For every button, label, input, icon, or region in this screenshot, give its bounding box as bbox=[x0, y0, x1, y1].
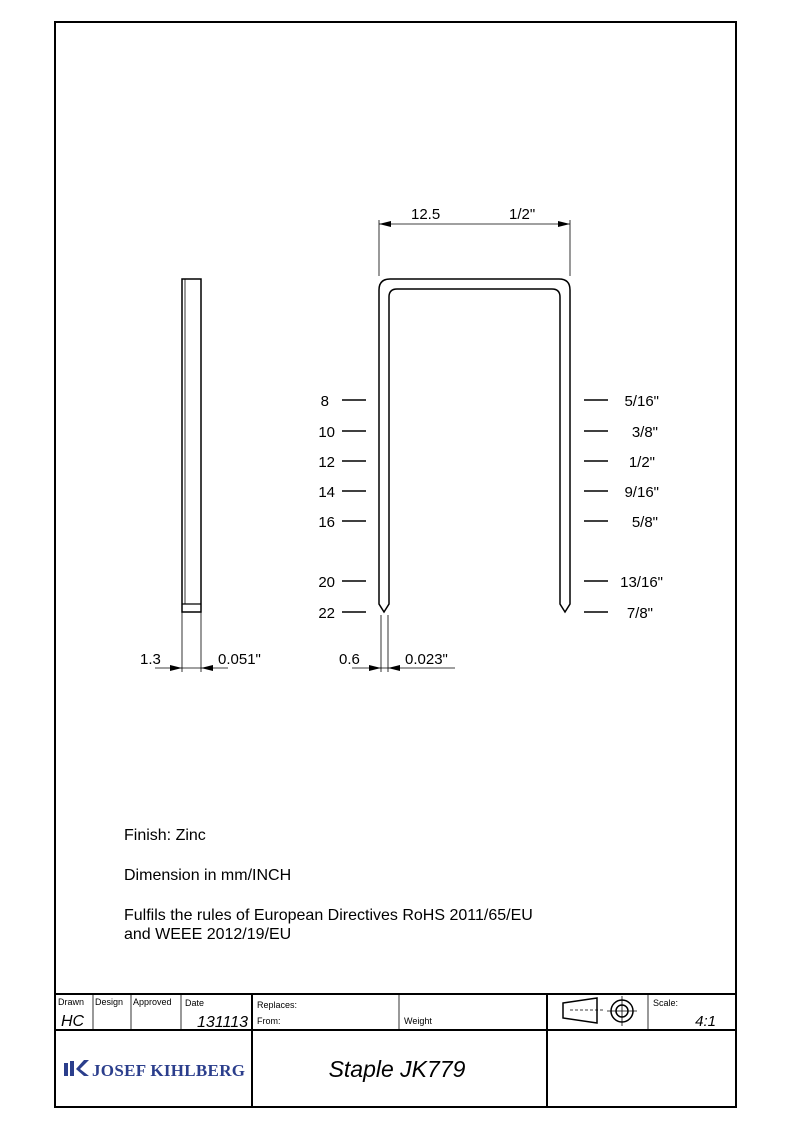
length-mm-16: 16 bbox=[318, 514, 335, 531]
finish-note: Finish: Zinc bbox=[124, 827, 206, 844]
company-logo bbox=[64, 1060, 245, 1080]
design-label: Design bbox=[95, 997, 124, 1007]
kihlberg-logo-icon bbox=[64, 1060, 89, 1076]
projection-symbol-icon bbox=[563, 996, 637, 1026]
length-mm-12: 12 bbox=[318, 454, 335, 471]
approved-label: Approved bbox=[133, 997, 172, 1007]
wire-width-in-label: 0.023" bbox=[405, 651, 448, 668]
length-in-1-2: 1/2" bbox=[628, 454, 655, 471]
length-mm-10: 10 bbox=[318, 424, 335, 441]
weight-label: Weight bbox=[404, 1016, 432, 1026]
date-value: 131113 bbox=[196, 1014, 248, 1031]
date-label: Date bbox=[185, 998, 205, 1008]
from-label: From: bbox=[257, 1016, 281, 1026]
length-mm-20: 20 bbox=[318, 574, 335, 591]
replaces-label: Replaces: bbox=[257, 1000, 298, 1010]
length-in-7-8: 7/8" bbox=[626, 605, 653, 622]
side-view bbox=[140, 279, 261, 672]
dimension-note: Dimension in mm/INCH bbox=[124, 867, 292, 884]
width-mm-label: 12.5 bbox=[411, 206, 441, 223]
length-in-5-16: 5/16" bbox=[624, 393, 659, 410]
drawn-value: HC bbox=[61, 1013, 85, 1030]
scale-value: 4:1 bbox=[695, 1013, 716, 1030]
length-mm-14: 14 bbox=[318, 484, 335, 501]
company-name: JOSEF KIHLBERG bbox=[92, 1061, 246, 1080]
staple-outline bbox=[379, 279, 570, 612]
length-in-5-8: 5/8" bbox=[631, 514, 658, 531]
length-mm-8: 8 bbox=[320, 393, 329, 410]
drawing-title: Staple JK779 bbox=[328, 1056, 466, 1082]
length-in-13-16: 13/16" bbox=[620, 574, 663, 591]
scale-label: Scale: bbox=[653, 998, 679, 1008]
length-in-9-16: 9/16" bbox=[624, 484, 659, 501]
thickness-in-label: 0.051" bbox=[218, 651, 261, 668]
drawn-label: Drawn bbox=[58, 997, 85, 1007]
width-in-label: 1/2" bbox=[509, 206, 536, 223]
length-mm-22: 22 bbox=[318, 605, 335, 622]
wire-width-mm-label: 0.6 bbox=[339, 651, 360, 668]
thickness-mm-label: 1.3 bbox=[140, 651, 161, 668]
front-view bbox=[318, 206, 663, 672]
sheet-border bbox=[55, 22, 736, 1107]
directives-note: Fulfils the rules of European Directives RoHS 2011/65/EU and WEEE 2012/19/EU bbox=[124, 907, 533, 943]
length-in-3-8: 3/8" bbox=[631, 424, 658, 441]
